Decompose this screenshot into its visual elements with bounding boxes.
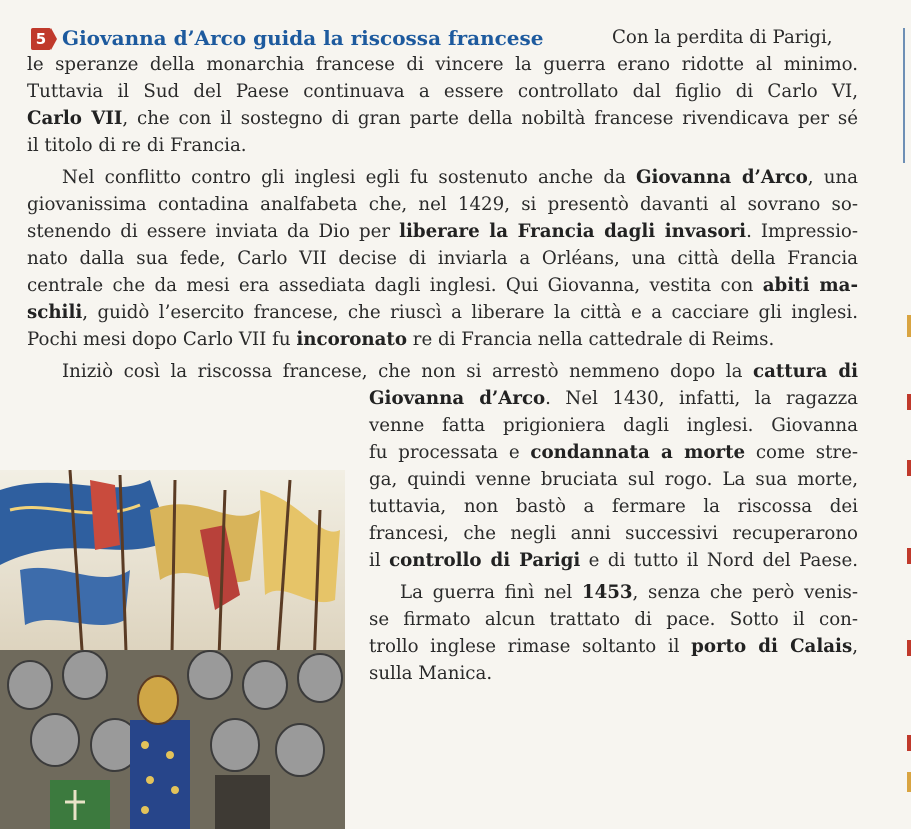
- text-line: [27, 108, 858, 130]
- text-line: [27, 248, 858, 270]
- battle-illustration: [0, 470, 350, 829]
- text-line: [27, 54, 858, 76]
- text-span: le speranze della monarchia francese di vincere la guerra erano ridotte al minimo.: [27, 54, 858, 75]
- text-span: il titolo di re di Francia.: [27, 135, 247, 156]
- page-edge-mark: [907, 394, 911, 410]
- text-span: francesi, che negli anni successivi recuperarono: [369, 523, 858, 544]
- text-span: il: [369, 550, 390, 571]
- bold-term: liberare la Francia dagli invasori: [399, 221, 747, 242]
- text-span: tuttavia, non bastò a fermare la riscossa dei: [369, 496, 858, 517]
- bold-term: condannata a morte: [530, 442, 746, 463]
- text-span: giovanissima contadina analfabeta che, nel 1429, si presentò davanti al sovrano so-: [27, 194, 858, 215]
- page-edge-mark: [907, 640, 911, 656]
- text-span: trollo inglese rimase soltanto il: [369, 636, 692, 657]
- text-line: [400, 582, 858, 604]
- text-span: nato dalla sua fede, Carlo VII decise di inviarla a Orléans, una città della Francia: [27, 248, 858, 269]
- text-line: [369, 636, 858, 658]
- text-span: stenendo di essere inviata da Dio per: [27, 221, 400, 242]
- text-span: Con la perdita di Parigi,: [612, 27, 833, 48]
- bold-term: controllo di Parigi: [389, 550, 581, 571]
- text-line: [27, 275, 858, 297]
- bold-term: Giovanna d’Arco: [635, 167, 808, 188]
- text-span: re di Francia nella cattedrale di Reims.: [406, 329, 775, 350]
- text-line: [612, 27, 858, 49]
- text-line: [369, 469, 858, 491]
- text-span: , che con il sostegno di gran parte della nobiltà francese rivendicava per sé: [122, 108, 858, 129]
- text-span: sulla Manica.: [369, 663, 493, 684]
- page-edge-tab: [903, 28, 911, 163]
- bold-term: porto di Calais: [691, 636, 853, 657]
- bold-term: Carlo VII: [27, 108, 123, 129]
- text-line: [369, 496, 858, 518]
- text-span: Nel conflitto contro gli inglesi egli fu sostenuto anche da: [62, 167, 636, 188]
- bold-term: abiti ma-: [762, 275, 858, 296]
- text-line: [27, 221, 858, 243]
- bold-term: Giovanna d’Arco: [369, 388, 546, 409]
- text-line: [27, 302, 858, 324]
- text-span: . Nel 1430, infatti, la ragazza: [545, 388, 858, 409]
- page-edge-mark: [907, 548, 911, 564]
- text-span: se firmato alcun trattato di pace. Sotto il con-: [369, 609, 858, 630]
- text-line: [369, 523, 858, 545]
- text-span: , senza che però venis-: [632, 582, 859, 603]
- page-edge-mark: [907, 460, 911, 476]
- page-edge-mark: [907, 315, 911, 337]
- text-span: Iniziò così la riscossa francese, che non si arrestò nemmeno dopo la: [62, 361, 754, 382]
- text-line: [27, 329, 827, 351]
- text-span: centrale che da mesi era assediata dagli inglesi. Qui Giovanna, vestita con: [27, 275, 763, 296]
- text-line: [369, 415, 858, 437]
- text-line: [369, 388, 858, 410]
- page-edge-mark: [907, 772, 911, 792]
- bold-term: schili: [27, 302, 83, 323]
- text-line: [369, 609, 858, 631]
- text-span: venne fatta prigioniera dagli inglesi. Giovanna: [369, 415, 858, 436]
- text-span: . Impressio-: [746, 221, 858, 242]
- section-number-badge: 5: [31, 28, 51, 50]
- text-line: [27, 81, 858, 103]
- section-title: Giovanna d’Arco guida la riscossa francese: [62, 26, 544, 50]
- text-span: , guidò l’esercito francese, che riuscì a liberare la città e a cacciare gli inglesi.: [82, 302, 858, 323]
- text-span: , una: [807, 167, 858, 188]
- text-span: ga, quindi venne bruciata sul rogo. La sua morte,: [369, 469, 858, 490]
- bold-term: 1453: [581, 582, 633, 603]
- bold-term: incoronato: [296, 329, 407, 350]
- text-span: e di tutto il Nord del Paese.: [580, 550, 858, 571]
- text-span: Tuttavia il Sud del Paese continuava a essere controllato dal figlio di Carlo VI,: [27, 81, 858, 102]
- text-line: [27, 135, 247, 157]
- text-line: [369, 442, 858, 464]
- bold-term: cattura di: [753, 361, 858, 382]
- text-span: come stre-: [745, 442, 858, 463]
- text-line: [369, 663, 529, 685]
- text-line: [27, 194, 858, 216]
- text-span: La guerra finì nel: [400, 582, 582, 603]
- text-line: [62, 167, 858, 189]
- text-span: Pochi mesi dopo Carlo VII fu: [27, 329, 297, 350]
- text-span: ,: [852, 636, 858, 657]
- text-line: [369, 550, 858, 572]
- text-line: [62, 361, 858, 383]
- page-edge-mark: [907, 735, 911, 751]
- text-span: fu processata e: [369, 442, 531, 463]
